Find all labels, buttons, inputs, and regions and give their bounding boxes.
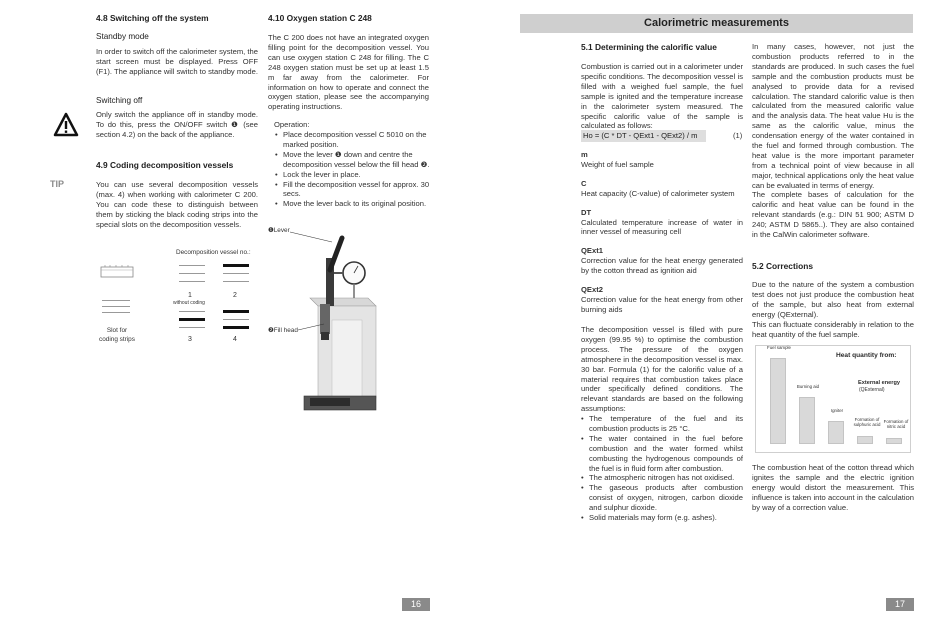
operation-step: • Move the lever ❶ down and centre the decomposition vessel below the fill head ❷. <box>275 150 430 170</box>
section-5-1-heading: 5.1 Determining the calorific value <box>581 42 717 52</box>
assumption-item: • The atmospheric nitrogen has not oxidised. <box>581 473 743 483</box>
external-energy-label: External energy <box>858 380 900 386</box>
operation-step: • Lock the lever in place. <box>275 170 430 180</box>
chapter-header: Calorimetric measurements <box>520 14 913 33</box>
section-5-2-heading: 5.2 Corrections <box>752 261 813 271</box>
chart-bar-label: Burning aid <box>796 384 820 389</box>
chart-bar-label: Formation of nitric acid <box>883 419 909 429</box>
revised-calculation-paragraph: In many cases, however, not just the combustion products referred to in the standards are produced. In such cases the fuel sample and the combustion products must be analysed to provide data for a revised calculation. The standard calorific value is then calculated from the measured calorific value and the analysis data. The heat value Hu is the same as the calorific value, minus the condensation energy of the water contained in the fuel and formed through combustion. The heat value is the more important parameter from a technical point of view because in all major, technical applications only the heat value can be evaluated in terms of energy. <box>752 42 914 190</box>
fillhead-label: ❷Fill head <box>268 327 298 334</box>
standby-text: In order to switch off the calorimeter system, the start screen must be displayed. Press OFF (F1). The appliance will switch to standby mode. <box>96 47 258 76</box>
vessel-3-strips <box>177 309 207 331</box>
assumption-item: • The gaseous products after combustion consist of oxygen, nitrogen, carbon dioxide and sulphur dioxide. <box>581 483 743 513</box>
lever-label: ❶Lever <box>268 227 290 234</box>
vessel-4-strips <box>221 309 251 331</box>
switching-off-text: Only switch the appliance off in standby mode. To do this, press the ON/OFF switch ❶ (see section 4.2) on the back of the appliance. <box>96 110 258 139</box>
operation-step: • Move the lever back to its original position. <box>275 199 430 209</box>
vessel-1-strips <box>177 263 207 285</box>
section-4-8-heading: 4.8 Switching off the system <box>96 13 209 23</box>
vessel-1-number: 1 <box>188 292 192 299</box>
section-4-9-heading: 4.9 Coding decomposition vessels <box>96 160 234 170</box>
vessel-2-number: 2 <box>233 292 237 299</box>
vessel-4-number: 4 <box>233 336 237 343</box>
corrections-text: Due to the nature of the system a combustion test does not just produce the combustion heat of the sample, but also heat from external energy (QExternal). This can fluctuate considerably in relation to the heat quantity of the fuel sample. <box>752 280 914 339</box>
page-number-left: 16 <box>402 598 430 611</box>
vessel-head-drawing <box>100 262 134 280</box>
tip-label: TIP <box>50 179 65 189</box>
operation-label: Operation: <box>274 120 310 129</box>
assumption-item: • The water contained in the fuel before combustion and the water formed whilst combusting the hydrogenous compounds of the fuel is in fluid form after combustion. <box>581 434 743 474</box>
operation-step: • Place decomposition vessel C 5010 on the marked position. <box>275 130 430 150</box>
vessel-3-number: 3 <box>188 336 192 343</box>
chart-bar-label: Fuel sample <box>767 345 791 350</box>
chart-bar <box>770 358 786 444</box>
warning-icon <box>53 112 79 138</box>
page-number-right: 17 <box>886 598 914 611</box>
calorific-formula: Ho = (C * DT - QExt1 - QExt2) / m <box>581 130 706 142</box>
section-4-10-heading: 4.10 Oxygen station C 248 <box>268 13 372 23</box>
oxygen-station-text: The C 200 does not have an integrated oxygen filling point for the decomposition vessel. You can use oxygen station C 248 for filling. The C 248 oxygen station must be set up at least 1.5 m far away from the calorimeter. For information on how to operate and connect the oxygen station, please see the accompanying operating instructions. <box>268 33 429 112</box>
chart-title: Heat quantity from: <box>836 352 897 359</box>
switching-off-heading: Switching off <box>96 96 143 105</box>
without-coding-label: without coding <box>173 300 205 306</box>
operation-steps <box>275 130 430 209</box>
assumptions-list <box>581 414 743 523</box>
standby-heading: Standby mode <box>96 32 149 41</box>
chart-bar <box>886 438 902 444</box>
chart-bar <box>799 397 815 444</box>
operation-step: • Fill the decomposition vessel for approx. 30 secs. <box>275 180 430 200</box>
fillhead-pointer-line <box>296 322 326 332</box>
formula-number: (1) <box>733 131 743 140</box>
vessel-2-strips <box>221 263 251 285</box>
assumption-item: • The temperature of the fuel and its combustion products is 25 °C. <box>581 414 743 434</box>
slot-label: Slot for coding strips <box>99 327 135 343</box>
definition-list: m Weight of fuel sample C Heat capacity (C-value) of calorimeter system DT Calculated temperature increase of water in inner vessel of measuring cell QExt1 Correction value for the heat energy generated by the cotton thread as ignition aid QExt2 Correction value for the heat energy from other burning aids <box>581 150 743 314</box>
chart-bar-label: Formation of sulphuric acid <box>853 417 881 427</box>
coding-text: You can use several decomposition vessels (max. 4) when working with calorimeter C 200. You can code these to distinguish between them by sticking the black coding strips into the special slots on the decomposition vessels. <box>96 180 258 229</box>
chart-bar <box>857 436 873 444</box>
figure-title: Decomposition vessel no.: <box>176 249 251 256</box>
chart-bar-label: Igniter <box>830 408 844 413</box>
external-energy-sub: (QExternal) <box>859 387 885 393</box>
section-5-1-intro: Combustion is carried out in a calorimeter under specific conditions. The decomposition vessel is filled with a weighed fuel sample, the fuel sample is ignited and the temperature increase in the calorimeter system measured. The specific calorific value of the sample is calculated as follows: <box>581 62 743 131</box>
standards-paragraph: The complete bases of calculation for the calorific and heat value can be found in the relevant standards (e.g.: DIN 51 900; ASTM D 240; ASTM D 5865..). They are also contained in the CalWin calorimeter software. <box>752 190 914 239</box>
oxygen-filling-paragraph: The decomposition vessel is filled with pure oxygen (99.95 %) to optimise the combustion process. The pressure of the oxygen atmosphere in the decomposition vessel is max. 30 bar. Formula (1) for the calorific value of a material requires that combustion takes place under specifically defined conditions. The relevant standards are based on the following assumptions: <box>581 325 743 414</box>
chart-bar <box>828 421 844 444</box>
assumption-item: • Solid materials may form (e.g. ashes). <box>581 513 743 523</box>
heat-quantity-chart <box>755 345 911 453</box>
cotton-thread-paragraph: The combustion heat of the cotton thread which ignites the sample and the electric ignition energy would distort the measurement. This influence is taken into account in the calculation by way of a correction value. <box>752 463 914 512</box>
lever-pointer-line <box>288 228 334 243</box>
